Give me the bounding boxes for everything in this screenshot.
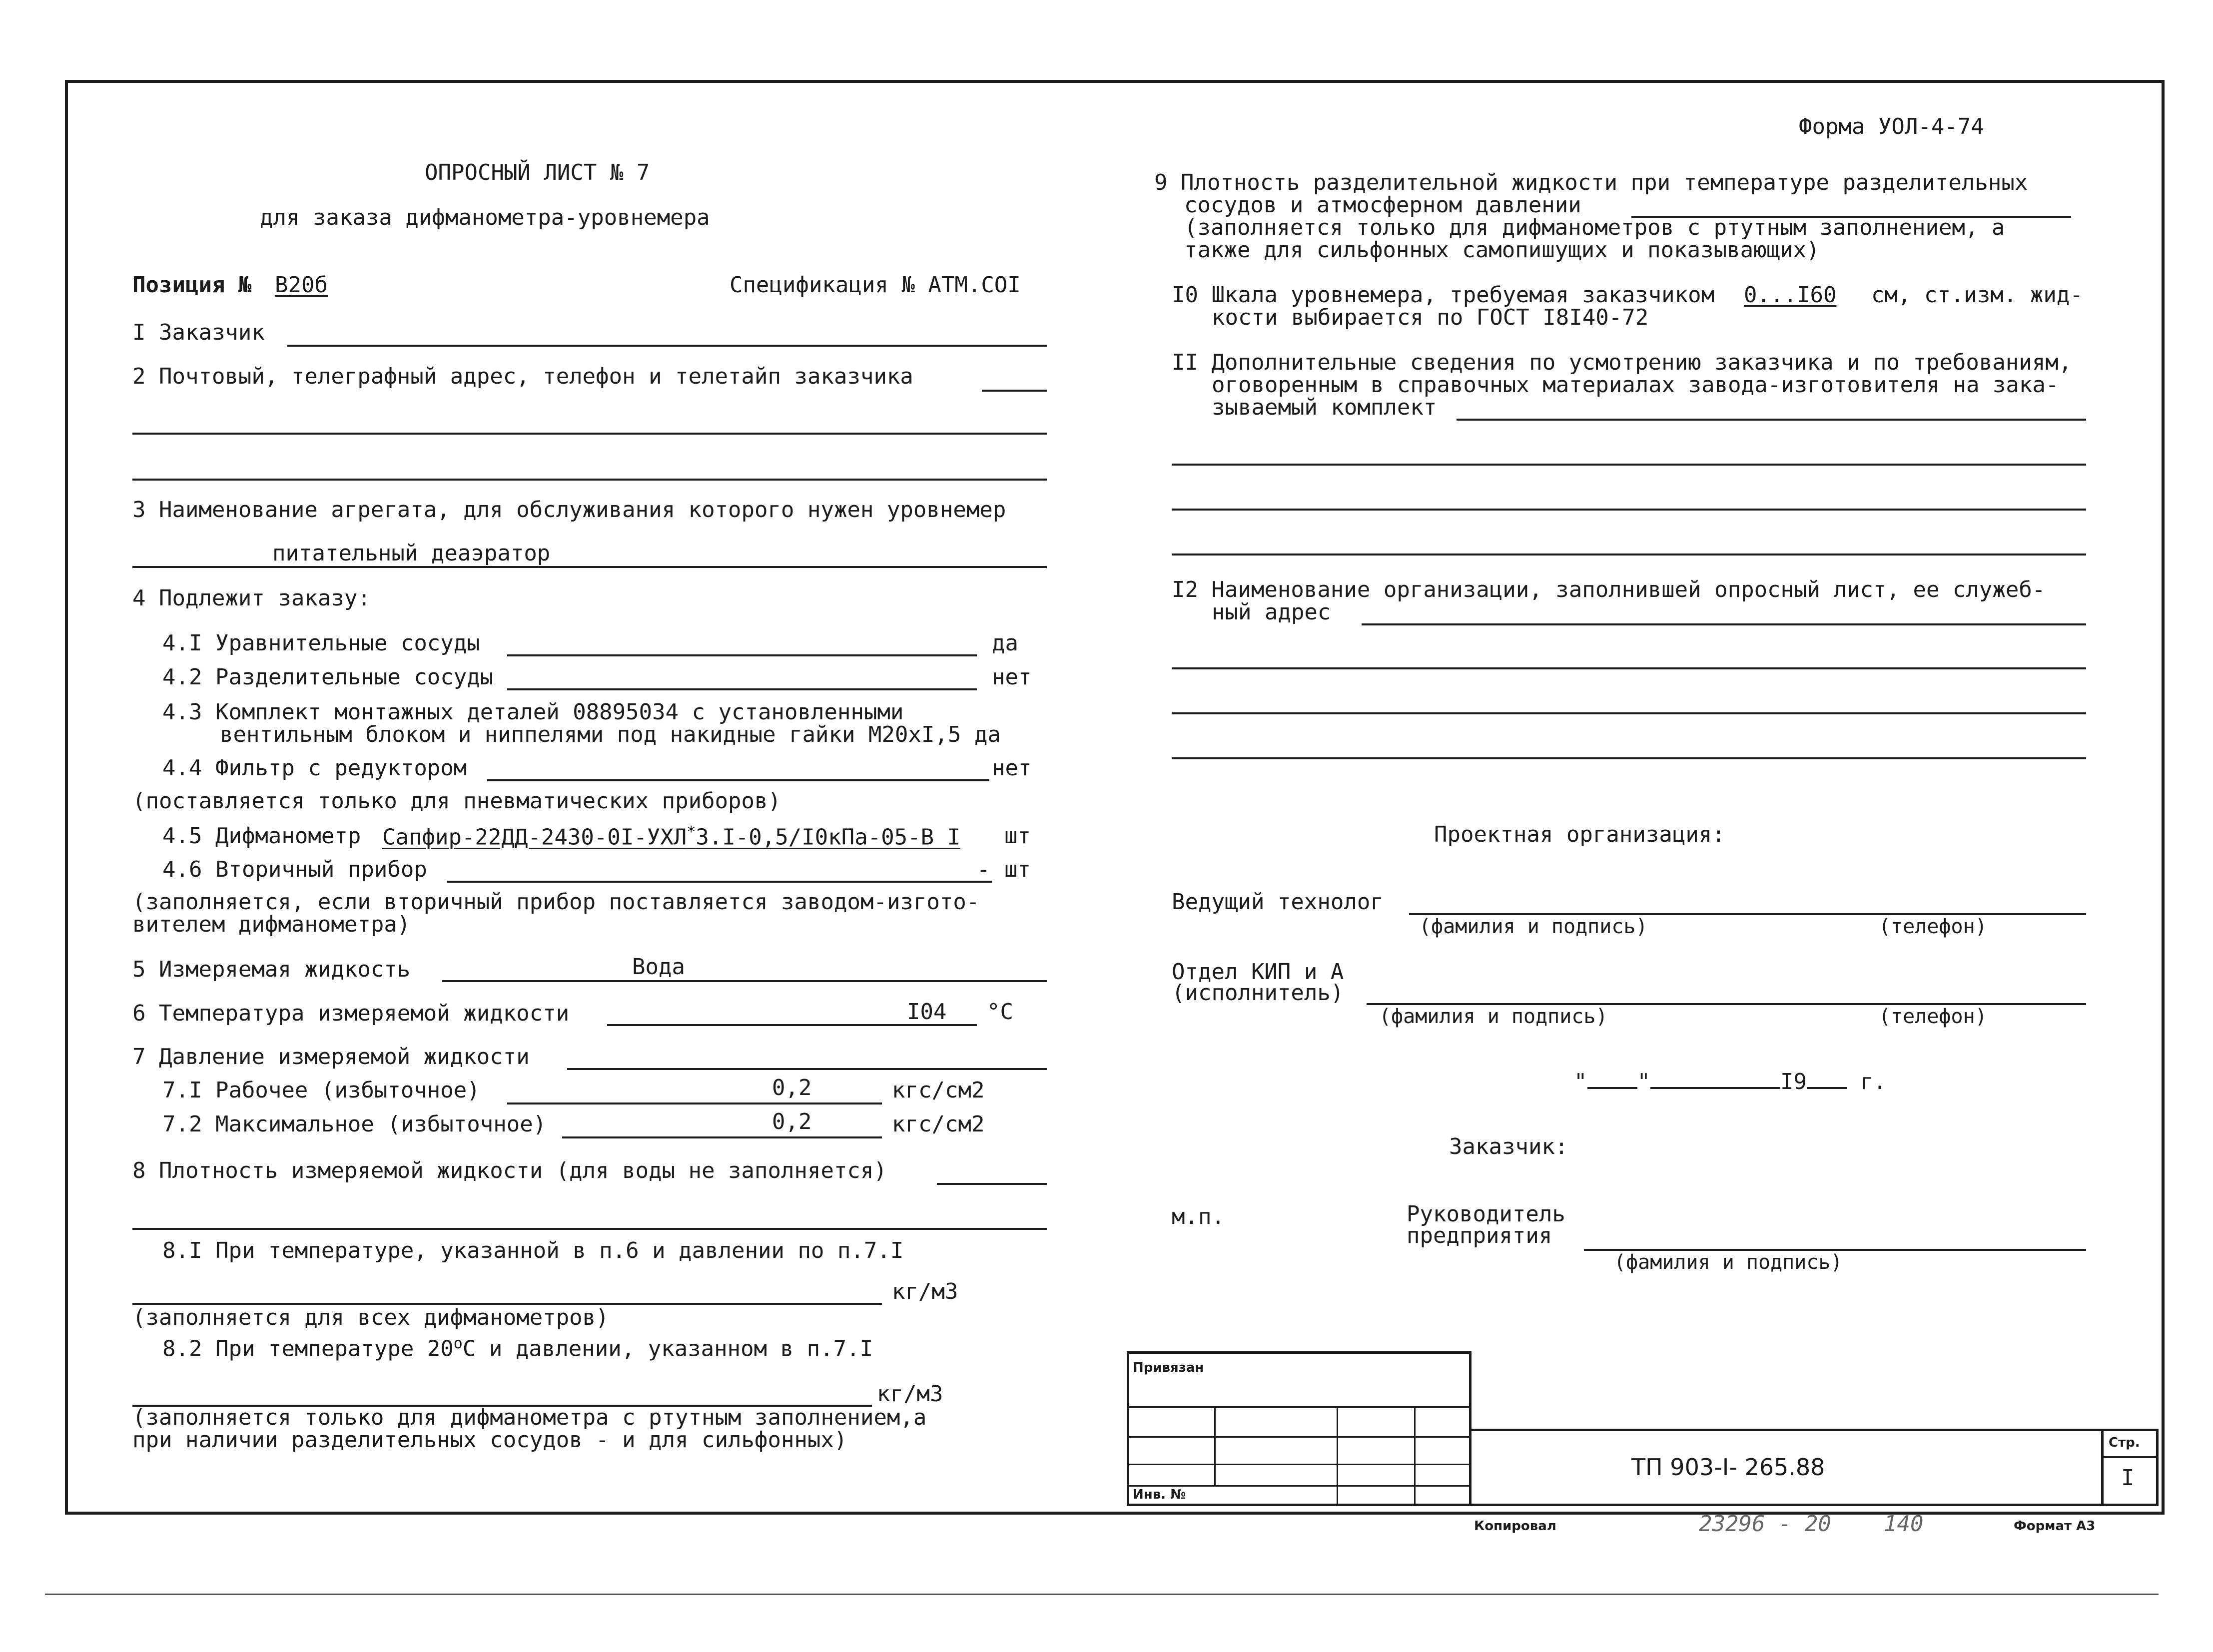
copy-number-2: 140 xyxy=(1884,1511,1924,1537)
item-4-6: 4.6 Вторичный прибор xyxy=(162,857,427,882)
attached-label: Привязан xyxy=(1133,1360,1204,1375)
item-9-a: 9 Плотность разделительной жидкости при температуре разделительных xyxy=(1154,170,2028,195)
item-4-1-line xyxy=(507,654,977,656)
kip-signature-caption: (фамилия и подпись) xyxy=(1379,1005,1608,1028)
item-8-2: 8.2 При температуре $20^оС$ и давлении, указанном в п.7.I xyxy=(162,1335,873,1362)
item-11-line-a xyxy=(1457,419,2086,421)
item-3-value: питательный деаэратор xyxy=(272,541,551,566)
item-11-line-c xyxy=(1172,509,2086,511)
item-12-line-a xyxy=(1362,623,2086,625)
item-3-aggregate: 3 Наименование агрегата, для обслуживания которого нужен уровнемер xyxy=(132,497,1006,523)
project-organization: Проектная организация: xyxy=(1434,822,1725,847)
specification: Спецификация № АТМ.СОI xyxy=(730,272,1021,298)
item-6-unit: °С xyxy=(987,999,1013,1025)
kip-department: Отдел КИП и А xyxy=(1172,959,1344,985)
page-label: Стр. xyxy=(2109,1435,2140,1450)
item-4-1: 4.I Уравнительные сосуды xyxy=(162,630,480,656)
item-9-c: (заполняется только для дифманометров с ртутным заполнением, а xyxy=(1184,215,2005,240)
item-4-6-unit: шт xyxy=(1004,857,1031,882)
copy-number: 23296 - 20 xyxy=(1699,1511,1831,1537)
item-4-1-value: да xyxy=(992,630,1018,656)
item-6-temperature: 6 Температура измеряемой жидкости xyxy=(132,1001,570,1026)
item-7-2-line xyxy=(562,1136,882,1138)
bottom-trim-line xyxy=(45,1594,2159,1595)
item-5-liquid: 5 Измеряемая жидкость xyxy=(132,957,411,982)
item-11-b: оговоренным в справочных материалах завода-изготовителя на зака- xyxy=(1212,372,2059,398)
item-7-line xyxy=(567,1068,1047,1070)
item-4-6-note-a: (заполняется, если вторичный прибор поставляется заводом-изгото- xyxy=(132,889,980,915)
item-12-line-b xyxy=(1172,667,2086,669)
title-block xyxy=(1127,1351,2159,1509)
head-of-enterprise-a: Руководитель xyxy=(1407,1201,1565,1227)
item-4-5-unit: шт xyxy=(1004,823,1031,849)
item-7-1-value: 0,2 xyxy=(772,1075,812,1101)
item-4-4-value: нет xyxy=(992,755,1032,781)
item-10-c: кости выбирается по ГОСТ I8I40-72 xyxy=(1212,305,1649,330)
item-3-line xyxy=(132,566,1047,568)
item-4-5-label: 4.5 Дифманометр xyxy=(162,823,361,849)
item-4-2-line xyxy=(507,688,977,690)
position-label: Позиция № xyxy=(132,272,252,298)
item-4-6-line xyxy=(447,881,992,883)
item-2-address: 2 Почтовый, телеграфный адрес, телефон и телетайп заказчика xyxy=(132,364,913,389)
item-4-6-value: - xyxy=(977,857,990,882)
item-7-1: 7.I Рабочее (избыточное) xyxy=(162,1078,480,1103)
item-10-b: см, ст.изм. жид- xyxy=(1871,282,2083,308)
format-label: Формат А3 xyxy=(2014,1519,2096,1534)
item-8-1: 8.I При температуре, указанной в п.6 и давлении по п.7.I xyxy=(162,1238,904,1263)
item-7-2-unit: кгс/см2 xyxy=(892,1111,985,1137)
kip-executor: (исполнитель) xyxy=(1172,980,1344,1006)
item-4-3-a: 4.3 Комплект монтажных деталей 08895034 с установленными xyxy=(162,699,904,725)
item-8-2-note-b: при наличии разделительных сосудов - и для сильфонных) xyxy=(132,1427,847,1453)
head-of-enterprise-b: предприятия xyxy=(1407,1223,1552,1248)
item-8-2-unit: кг/м3 xyxy=(877,1381,943,1407)
item-11-a: II Дополнительные сведения по усмотрению заказчика и по требованиям, xyxy=(1172,350,2072,375)
item-4-6-note-b: вителем дифманометра) xyxy=(132,912,411,937)
inventory-number-label: Инв. № xyxy=(1133,1487,1186,1502)
item-1-customer: I Заказчик xyxy=(132,320,265,345)
item-11-line-d xyxy=(1172,553,2086,555)
item-8-density: 8 Плотность измеряемой жидкости (для воды не заполняется) xyxy=(132,1158,887,1183)
item-12-line-d xyxy=(1172,757,2086,759)
kip-phone-caption: (телефон) xyxy=(1879,1005,1987,1028)
lead-tech-signature-caption: (фамилия и подпись) xyxy=(1419,915,1648,938)
item-2-line-a xyxy=(982,390,1047,392)
lead-tech-phone-caption: (телефон) xyxy=(1879,915,1987,938)
item-12-b: ный адрес xyxy=(1212,599,1331,625)
item-7-2: 7.2 Максимальное (избыточное) xyxy=(162,1111,547,1137)
item-4-4-line xyxy=(487,779,989,781)
item-2-line-b xyxy=(132,433,1047,435)
item-4-4-note: (поставляется только для пневматических приборов) xyxy=(132,788,781,814)
sheet-subtitle: для заказа дифманометра-уровнемера xyxy=(260,205,710,230)
item-5-line xyxy=(442,980,1047,982)
item-9-b: сосудов и атмосферном давлении xyxy=(1184,192,1581,218)
item-5-value: Вода xyxy=(632,954,685,980)
item-4-order: 4 Подлежит заказу: xyxy=(132,585,371,611)
document-code: ТП 903-I- 265.88 xyxy=(1631,1454,1825,1481)
customer-label: Заказчик: xyxy=(1449,1134,1568,1159)
copied-label: Копировал xyxy=(1474,1519,1556,1534)
item-8-1-unit: кг/м3 xyxy=(892,1279,958,1304)
item-9-d: также для сильфонных самопишущих и показывающих) xyxy=(1184,237,1820,263)
sheet-title: ОПРОСНЫЙ ЛИСТ № 7 xyxy=(425,160,650,185)
item-8-2-note-a: (заполняется только для дифманометра с ртутным заполнением,а xyxy=(132,1405,927,1430)
head-signature-caption: (фамилия и подпись) xyxy=(1614,1251,1843,1274)
item-10-a: I0 Шкала уровнемера, требуемая заказчиком xyxy=(1172,282,1715,308)
position-value: В20б xyxy=(275,272,328,298)
item-6-value: I04 xyxy=(907,999,947,1025)
item-8-line-b xyxy=(132,1228,1047,1230)
stamp-place: м.п. xyxy=(1172,1204,1225,1229)
item-11-line-b xyxy=(1172,464,2086,466)
item-7-1-line xyxy=(507,1102,882,1104)
item-4-2-value: нет xyxy=(992,664,1032,690)
page-number: I xyxy=(2121,1465,2135,1491)
item-4-4: 4.4 Фильтр с редуктором xyxy=(162,755,467,781)
item-7-2-value: 0,2 xyxy=(772,1109,812,1134)
item-8-line-a xyxy=(937,1183,1047,1185)
item-8-1-note: (заполняется для всех дифманометров) xyxy=(132,1305,609,1330)
item-4-5-value: Сапфир-22ДД-2430-0I-УХЛ*3.I-0,5/I0кПа-05-В I xyxy=(382,823,961,850)
item-7-1-unit: кгс/см2 xyxy=(892,1078,985,1103)
item-2-line-c xyxy=(132,479,1047,481)
item-1-line xyxy=(287,345,1047,347)
item-12-line-c xyxy=(1172,712,2086,714)
item-7-pressure: 7 Давление измеряемой жидкости xyxy=(132,1044,530,1070)
item-6-line xyxy=(607,1024,977,1026)
item-4-3-b: вентильным блоком и ниппелями под накидные гайки M20xI,5 да xyxy=(220,722,1001,747)
form-code: Форма УОЛ-4-74 xyxy=(1799,114,1984,139)
item-11-c: зываемый комплект xyxy=(1212,395,1437,420)
date-line: " " I9 г. xyxy=(1574,1069,1887,1095)
item-10-scale: 0...I60 xyxy=(1744,282,1837,308)
item-12-a: I2 Наименование организации, заполнившей опросный лист, ее служеб- xyxy=(1172,577,2046,602)
item-4-2: 4.2 Разделительные сосуды xyxy=(162,664,494,690)
lead-technologist: Ведущий технолог xyxy=(1172,889,1384,915)
